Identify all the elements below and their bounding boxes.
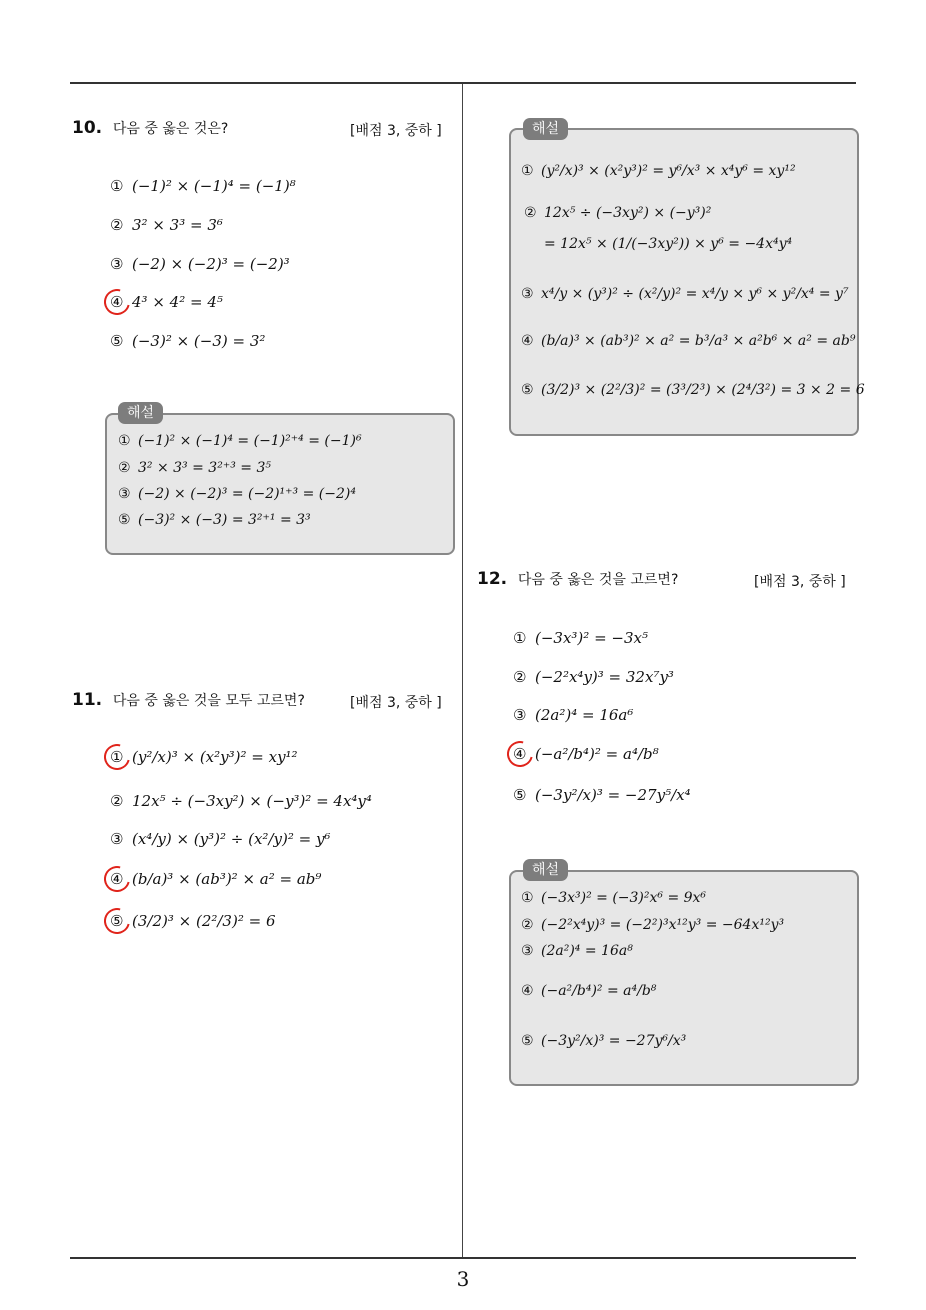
q10-option-1 <box>110 177 296 195</box>
solution-tag: 해설 <box>523 118 568 140</box>
q10-option-5 <box>110 332 265 350</box>
question-number: 10. <box>72 118 103 138</box>
q12-solution-line: ④ (−a²/b⁴)² = a⁴/b⁸ <box>521 983 657 999</box>
question-text: 다음 중 옳은 것을 모두 고르면? <box>112 693 305 709</box>
answer-mark-icon <box>99 739 135 775</box>
q12-option-1 <box>513 629 648 647</box>
q10-option-2 <box>110 216 223 234</box>
q12-solution-line: ③ (2a²)⁴ = 16a⁸ <box>521 943 633 959</box>
q10-solution-line: ③ (−2) × (−2)³ = (−2)¹⁺³ = (−2)⁴ <box>118 486 356 502</box>
q11-option-4 <box>110 870 321 888</box>
option-expression: (x⁴/y) × (y³)² ÷ (x²/y)² = y⁶ <box>132 830 331 848</box>
q11-solution-line: ⑤ (3/2)³ × (2²/3)² = (3³/2³) × (2⁴/3²) = 3 × 2 = 6 <box>521 382 865 398</box>
q10-option-4 <box>110 293 223 311</box>
option-expression: (b/a)³ × (ab³)² × a² = ab⁹ <box>132 870 322 888</box>
answer-mark-icon <box>99 903 135 939</box>
option-number: ① <box>110 177 124 195</box>
option-expression: (−a²/b⁴)² = a⁴/b⁸ <box>535 745 659 763</box>
question-11-heading <box>72 690 305 710</box>
option-number: ① <box>513 629 527 647</box>
q10-option-3 <box>110 255 290 273</box>
q10-solution-line: ① (−1)² × (−1)⁴ = (−1)²⁺⁴ = (−1)⁶ <box>118 433 362 449</box>
option-expression: 4³ × 4² = 4⁵ <box>132 293 223 311</box>
option-expression: (−3x³)² = −3x⁵ <box>535 629 648 647</box>
top-rule <box>70 82 856 84</box>
q12-option-3 <box>513 706 633 724</box>
option-number: ③ <box>110 830 124 848</box>
solution-tag: 해설 <box>523 859 568 881</box>
question-11-score: [배점 3, 중하 ] <box>350 695 442 711</box>
option-number: ④ <box>110 870 132 888</box>
question-10-heading <box>72 118 228 138</box>
option-expression: (−3y²/x)³ = −27y⁵/x⁴ <box>535 786 691 804</box>
q11-option-5 <box>110 912 275 930</box>
q12-option-2 <box>513 668 674 686</box>
option-expression: 3² × 3³ = 3⁶ <box>132 216 223 234</box>
column-divider <box>462 84 463 1257</box>
option-number: ② <box>110 216 124 234</box>
q10-solution-line: ② 3² × 3³ = 3²⁺³ = 3⁵ <box>118 460 271 476</box>
q11-solution-line: ① (y²/x)³ × (x²y³)² = y⁶/x³ × x⁴y⁶ = xy¹² <box>521 163 796 179</box>
bottom-rule <box>70 1257 856 1259</box>
q12-solution-line: ② (−2²x⁴y)³ = (−2²)³x¹²y³ = −64x¹²y³ <box>521 917 785 933</box>
q11-option-1 <box>110 748 298 766</box>
question-text: 다음 중 옳은 것을 고르면? <box>517 572 679 588</box>
q12-solution-line: ⑤ (−3y²/x)³ = −27y⁶/x³ <box>521 1033 687 1049</box>
option-number: ③ <box>110 255 124 273</box>
option-number: ③ <box>513 706 527 724</box>
option-number: ② <box>110 792 124 810</box>
q11-option-3 <box>110 830 330 848</box>
q10-solution-line: ⑤ (−3)² × (−3) = 3²⁺¹ = 3³ <box>118 512 311 528</box>
question-text: 다음 중 옳은 것은? <box>112 121 229 137</box>
q11-option-2 <box>110 792 372 810</box>
q11-solution-line: ③ x⁴/y × (y³)² ÷ (x²/y)² = x⁴/y × y⁶ × y²/x⁴ = y⁷ <box>521 286 849 302</box>
option-number: ⑤ <box>513 786 527 804</box>
option-number: ④ <box>513 745 535 763</box>
answer-mark-icon <box>99 861 135 897</box>
question-number: 11. <box>72 690 103 710</box>
option-expression: (3/2)³ × (2²/3)² = 6 <box>132 912 276 930</box>
question-12-heading <box>477 569 678 589</box>
option-expression: (−1)² × (−1)⁴ = (−1)⁸ <box>132 177 296 195</box>
q12-option-5 <box>513 786 691 804</box>
solution-tag: 해설 <box>118 402 163 424</box>
option-expression: (y²/x)³ × (x²y³)² = xy¹² <box>132 748 298 766</box>
option-number: ② <box>513 668 527 686</box>
q12-solution-line: ① (−3x³)² = (−3)²x⁶ = 9x⁶ <box>521 890 707 906</box>
option-expression: (2a²)⁴ = 16a⁶ <box>535 706 634 724</box>
option-number: ⑤ <box>110 332 124 350</box>
answer-mark-icon <box>502 736 538 772</box>
option-expression: (−2²x⁴y)³ = 32x⁷y³ <box>535 668 674 686</box>
q12-option-4 <box>513 745 659 763</box>
q11-solution-line: ② 12x⁵ ÷ (−3xy²) × (−y³)² <box>524 205 712 221</box>
q11-solution-line: = 12x⁵ × (1/(−3xy²)) × y⁶ = −4x⁴y⁴ <box>544 236 793 252</box>
option-number: ① <box>110 748 132 766</box>
question-10-score: [배점 3, 중하 ] <box>350 123 442 139</box>
option-number: ④ <box>110 293 132 311</box>
answer-mark-icon <box>99 284 135 320</box>
q11-solution-line: ④ (b/a)³ × (ab³)² × a² = b³/a³ × a²b⁶ × a² = ab⁹ <box>521 333 856 349</box>
option-expression: 12x⁵ ÷ (−3xy²) × (−y³)² = 4x⁴y⁴ <box>132 792 372 810</box>
option-expression: (−2) × (−2)³ = (−2)³ <box>132 255 290 273</box>
option-expression: (−3)² × (−3) = 3² <box>132 332 266 350</box>
page-number: 3 <box>456 1267 470 1291</box>
question-number: 12. <box>477 569 508 589</box>
option-number: ⑤ <box>110 912 132 930</box>
question-12-score: [배점 3, 중하 ] <box>754 574 846 590</box>
